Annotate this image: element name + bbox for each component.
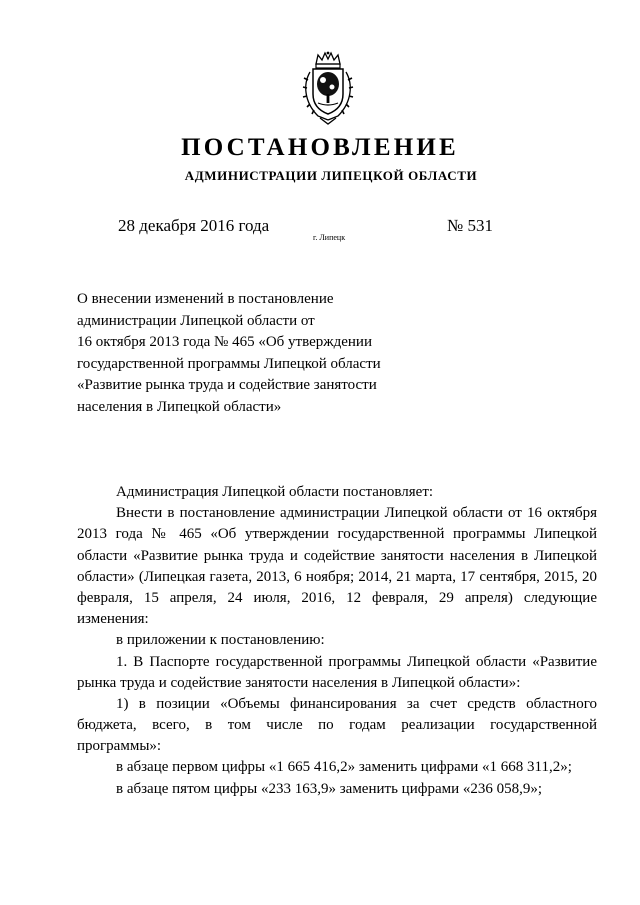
subject-line: «Развитие рынка труда и содействие занятости xyxy=(77,377,377,394)
subject-line: государственной программы Липецкой области xyxy=(77,355,381,372)
subject-line: населения в Липецкой области» xyxy=(77,398,282,415)
body-line: рынка труда и содействие занятости населения в Липецкой области»: xyxy=(77,674,521,691)
body-line: изменения: xyxy=(77,611,149,628)
document-city: г. Липецк xyxy=(313,233,346,242)
body-line: области» (Липецкая газета, 2013, 6 ноября; 2014, 21 марта, 17 сентября, 2015, 20 xyxy=(77,568,597,585)
document-date: 28 декабря 2016 года xyxy=(118,216,270,235)
subject-line: 16 октября 2013 года № 465 «Об утверждении xyxy=(77,334,372,351)
body-line: в приложении к постановлению: xyxy=(116,632,325,649)
document-number: № 531 xyxy=(447,216,493,235)
body-line: Внести в постановление администрации Липецкой области от 16 октября xyxy=(116,505,597,522)
body-line: бюджета, всего, в том числе по годам реализации государственной xyxy=(77,717,597,734)
body-line: 1) в позиции «Объемы финансирования за счет средств областного xyxy=(116,695,597,712)
body-line: Администрация Липецкой области постановляет: xyxy=(116,484,434,500)
body-line: февраля, 15 апреля, 24 июля, 2016, 12 февраля, 29 апреля) следующие xyxy=(77,589,597,606)
subject-line: О внесении изменений в постановление xyxy=(77,291,334,307)
subject-block xyxy=(77,289,407,419)
subject-line: администрации Липецкой области от xyxy=(77,312,315,329)
body-line: в абзаце первом цифры «1 665 416,2» заменить цифрами «1 668 311,2»; xyxy=(116,759,572,776)
issuing-authority: АДМИНИСТРАЦИИ ЛИПЕЦКОЙ ОБЛАСТИ xyxy=(184,168,478,183)
body-line: 1. В Паспорте государственной программы Липецкой области «Развитие xyxy=(116,653,597,670)
document-title: ПОСТАНОВЛЕНИЕ xyxy=(181,134,459,161)
body-line: программы»: xyxy=(77,738,162,755)
body-line: области «Развитие рынка труда и содействие занятости населения в Липецкой xyxy=(77,547,597,564)
coat-of-arms-icon xyxy=(298,50,358,126)
document-body xyxy=(77,482,597,800)
body-line: в абзаце пятом цифры «233 163,9» заменить цифрами «236 058,9»; xyxy=(116,780,543,797)
body-line: 2013 года № 465 «Об утверждении государственной программы Липецкой xyxy=(77,526,597,543)
